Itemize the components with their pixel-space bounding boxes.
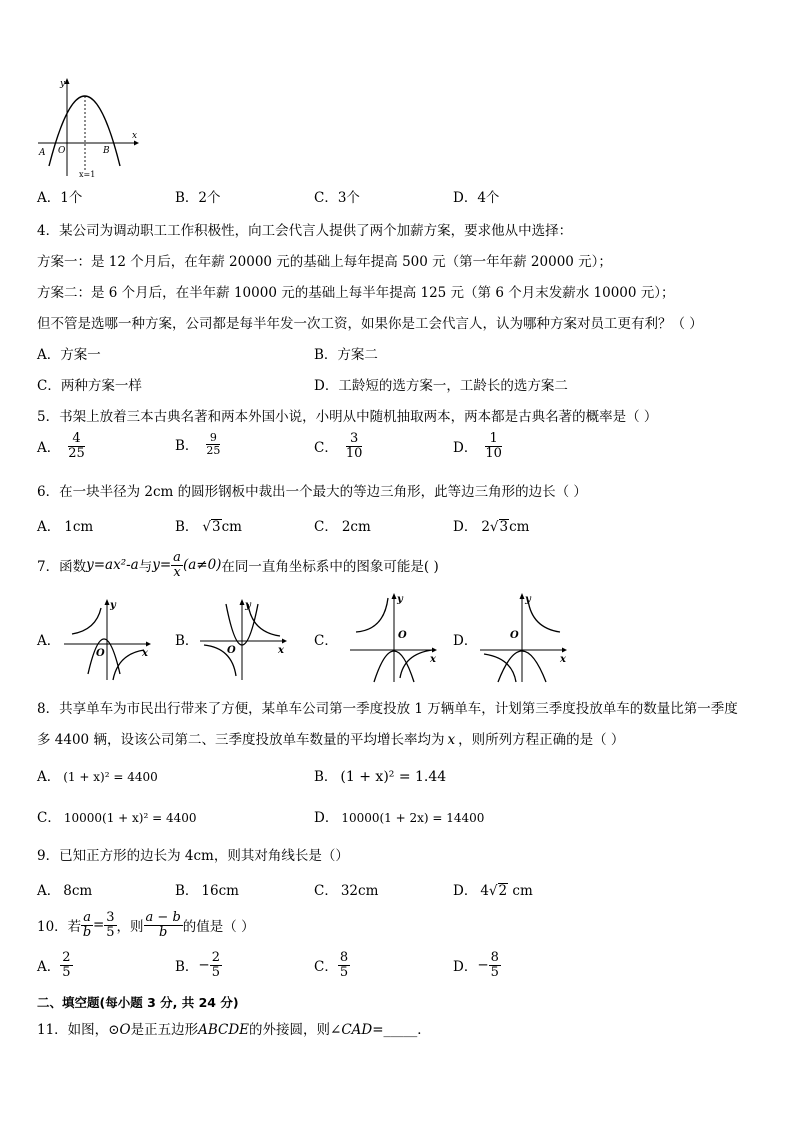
svg-text:y: y [110,600,116,611]
origin-label: O [58,146,66,156]
denominator: 5 [490,964,499,980]
stem-text: 的外接圆，则∠ [249,1022,342,1038]
numerator: a [83,910,91,925]
fraction [68,432,85,460]
answer-blank[interactable]: =_____． [372,1022,431,1038]
numerator: 8 [339,950,349,965]
q5-option-a[interactable] [37,432,85,460]
q6-option-a[interactable] [37,515,93,535]
option-letter: C． [37,378,61,394]
denominator: 25 [206,443,221,457]
option-letter: B． [175,959,199,976]
denominator: b [82,924,92,940]
q6-stem: 6．在一块半径为 2cm 的圆形钢板中裁出一个最大的等边三角形，此等边三角形的边长（ ） [37,484,587,500]
svg-text:y: y [525,594,531,605]
svg-text:O: O [398,630,407,641]
q6-option-c[interactable] [314,515,371,535]
q3-parabola-graph [34,74,144,180]
q5-option-d[interactable] [453,432,502,460]
y-label: y [60,79,66,89]
option-letter: B． [175,438,199,455]
option-letter: A． [37,959,61,976]
fraction [60,951,72,979]
numerator: 8 [490,950,499,965]
circle-symbol: ⊙O [108,1022,131,1038]
denominator: 5 [62,964,71,980]
angle-name: CAD [341,1022,373,1038]
q8-option-b[interactable] [314,765,446,785]
q5-option-b[interactable] [175,432,220,456]
fraction [338,951,350,979]
radicand: 2 [498,883,508,899]
fraction [489,951,501,979]
numerator: a [173,550,181,565]
stem-text: 10．若 [37,919,82,936]
denominator: 5 [339,964,349,980]
q8-stem-line2 [37,728,624,748]
option-letter: C． [37,810,61,826]
variable: x [447,732,456,748]
q9-option-d[interactable] [453,879,533,899]
svg-text:x: x [278,645,284,656]
q10-option-d[interactable] [453,951,501,979]
option-text: 工龄短的选方案一，工龄长的选方案二 [338,378,568,394]
option-text: 1个 [60,190,83,206]
option-text: (1 + x)² = 1.44 [340,769,447,785]
option-letter: A． [37,769,61,785]
radical: √ [202,519,212,535]
equals-sign: = [92,917,105,934]
option-letter: D． [453,190,478,206]
q7-option-b[interactable]: B． [175,633,199,649]
coefficient: 2 [481,519,490,535]
option-letter: B． [175,190,199,206]
q4-plan-two: 方案二：是 6 个月后，在半年薪 10000 元的基础上每半年提高 125 元（第 6 个月末发薪水 10000 元）； [37,285,675,301]
q3-option-d[interactable] [453,186,499,206]
q3-option-a[interactable] [37,186,82,206]
unit: cm [221,519,242,535]
option-text: 2个 [198,190,221,206]
option-letter: C． [314,440,338,457]
numerator: 9 [206,432,220,445]
q8-stem-line1: 8．共享单车为市民出行带来了方便，某单车公司第一季度投放 1 万辆单车，计划第三季度投放单车的数量比第一季度 [37,701,738,717]
option-letter: B． [314,347,338,363]
radical: √ [488,883,498,899]
q10-stem [37,911,255,939]
x-label: x [132,131,138,141]
q9-option-b[interactable] [175,879,239,899]
q6-option-b[interactable] [175,515,242,535]
stem-text: ，则 [116,919,144,936]
radicand: 3 [212,519,221,535]
stem-text: 多 4400 辆，设该公司第二、三季度投放单车数量的平均增长率均为 [37,732,445,748]
symmetry-axis-label: x=1 [79,170,96,179]
numerator: 1 [485,432,502,447]
coefficient: 4 [480,883,489,899]
stem-text: ，则所列方程正确的是（ ） [458,732,625,748]
stem-text: 是正五边形 [130,1022,199,1038]
denominator: 10 [485,445,502,461]
numerator: 3 [106,910,115,925]
denominator: 25 [68,445,85,461]
q11-stem [37,1018,431,1038]
q8-option-c[interactable] [37,806,197,826]
point-a-label: A [39,148,46,158]
option-letter: D． [453,959,478,976]
q4-stem: 4．某公司为调动职工工作积极性，向工会代言人提供了两个加薪方案，要求他从中选择： [37,223,573,239]
q9-option-a[interactable] [37,879,92,899]
denominator: 10 [345,445,363,461]
q4-option-d[interactable] [314,374,568,394]
q10-option-b[interactable] [175,951,222,979]
option-letter: A． [37,519,61,535]
q7-option-a[interactable]: A． [37,633,61,649]
option-letter: C． [314,190,338,206]
q4-question: 但不管是选哪一种方案，公司都是每半年发一次工资，如果你是工会代言人，认为哪种方案对员工更有利？（ ） [37,316,703,332]
svg-text:y: y [397,594,403,605]
option-letter: C． [314,959,338,976]
q7-graph-a[interactable] [62,596,156,682]
option-letter: B． [314,769,338,785]
numerator: 2 [62,950,71,965]
q8-option-d[interactable] [314,806,484,826]
q4-option-b[interactable] [314,343,378,363]
fraction [144,911,183,939]
denominator: x [173,564,181,580]
unit: cm [508,883,533,899]
svg-text:O: O [96,648,105,659]
option-letter: A． [37,347,61,363]
pentagon-name: ABCDE [198,1022,250,1038]
option-letter: B． [175,883,199,899]
q10-option-c[interactable] [314,951,350,979]
option-text: 8cm [63,883,93,899]
q7-stem [37,551,439,579]
option-text: 3个 [337,190,360,206]
q6-option-d[interactable] [453,515,530,535]
fraction [171,551,183,579]
stem-text: 7．函数 [37,559,87,576]
fraction [206,432,220,456]
option-letter: D． [314,810,339,826]
unit: cm [509,519,530,535]
option-text: 10000(1 + x)² = 4400 [63,811,197,825]
sign: − [477,957,489,974]
option-letter: D． [453,440,478,457]
option-letter: D． [453,519,478,535]
quadratic-expression: y=ax²-a [86,557,139,574]
q7-option-d[interactable]: D． [453,633,478,649]
q7-graph-b[interactable] [198,596,292,682]
q9-option-c[interactable] [314,879,378,899]
inverse-expression: y= [152,557,172,574]
section-heading: 二、填空题(每小题 3 分, 共 24 分) [37,995,239,1010]
q4-option-c[interactable] [37,374,142,394]
numerator: 2 [211,950,221,965]
q5-option-c[interactable] [314,432,362,460]
q10-option-a[interactable] [37,951,73,979]
option-text: 4个 [477,190,500,206]
option-letter: A． [37,883,61,899]
option-letter: A． [37,190,61,206]
svg-text:O: O [510,630,519,641]
q4-plan-one: 方案一：是 12 个月后，在年薪 20000 元的基础上每年提高 500 元（第一年年薪 20000 元）； [37,254,612,270]
fraction [104,911,116,939]
option-letter: D． [314,378,339,394]
option-text: (1 + x)² = 4400 [63,770,158,784]
option-letter: D． [453,883,478,899]
stem-text: 与 [138,559,153,576]
option-text: 方案一 [60,347,101,363]
option-letter: A． [37,440,61,457]
svg-text:y: y [245,600,251,611]
option-text: 两种方案一样 [60,378,142,394]
numerator: 3 [346,432,363,447]
q3-option-b[interactable] [175,186,221,206]
q4-option-a[interactable] [37,343,101,363]
option-text: 1cm [64,519,94,535]
sign: − [198,957,210,974]
numerator: a − b [145,910,181,925]
option-text: 10000(1 + 2x) = 14400 [341,811,485,825]
numerator: 4 [68,432,85,447]
fraction [346,432,363,460]
q9-stem: 9．已知正方形的边长为 4cm，则其对角线长是（） [37,848,349,864]
q3-option-c[interactable] [314,186,360,206]
point-b-label: B [103,146,110,156]
svg-text:x: x [430,654,436,665]
q7-graph-c[interactable] [348,590,442,684]
svg-text:x: x [560,654,566,665]
denominator: 5 [211,964,221,980]
svg-text:O: O [227,645,236,656]
denominator: b [159,924,168,940]
radicand: 3 [499,519,509,535]
fraction [485,432,502,460]
option-text: 2cm [341,519,371,535]
stem-text: 11．如图， [37,1022,109,1038]
stem-text: 在同一直角坐标系中的图象可能是( ) [221,559,439,576]
denominator: 5 [106,924,115,940]
option-letter: C． [314,519,338,535]
q8-option-a[interactable] [37,765,158,785]
option-letter: B． [175,519,199,535]
fraction [81,911,93,939]
option-text: 32cm [340,883,379,899]
q7-graph-d[interactable] [478,590,572,684]
condition: (a≠0) [182,557,222,574]
option-text: 方案二 [337,347,378,363]
q7-option-c[interactable]: C． [314,633,338,649]
fraction [210,951,222,979]
stem-text: 的值是（ ） [182,919,255,936]
svg-text:x: x [142,648,148,659]
radical: √ [489,519,499,535]
option-letter: C． [314,883,338,899]
option-text: 16cm [201,883,239,899]
q5-stem: 5．书架上放着三本古典名著和两本外国小说，小明从中随机抽取两本，两本都是古典名著的概率是（ ） [37,409,658,425]
